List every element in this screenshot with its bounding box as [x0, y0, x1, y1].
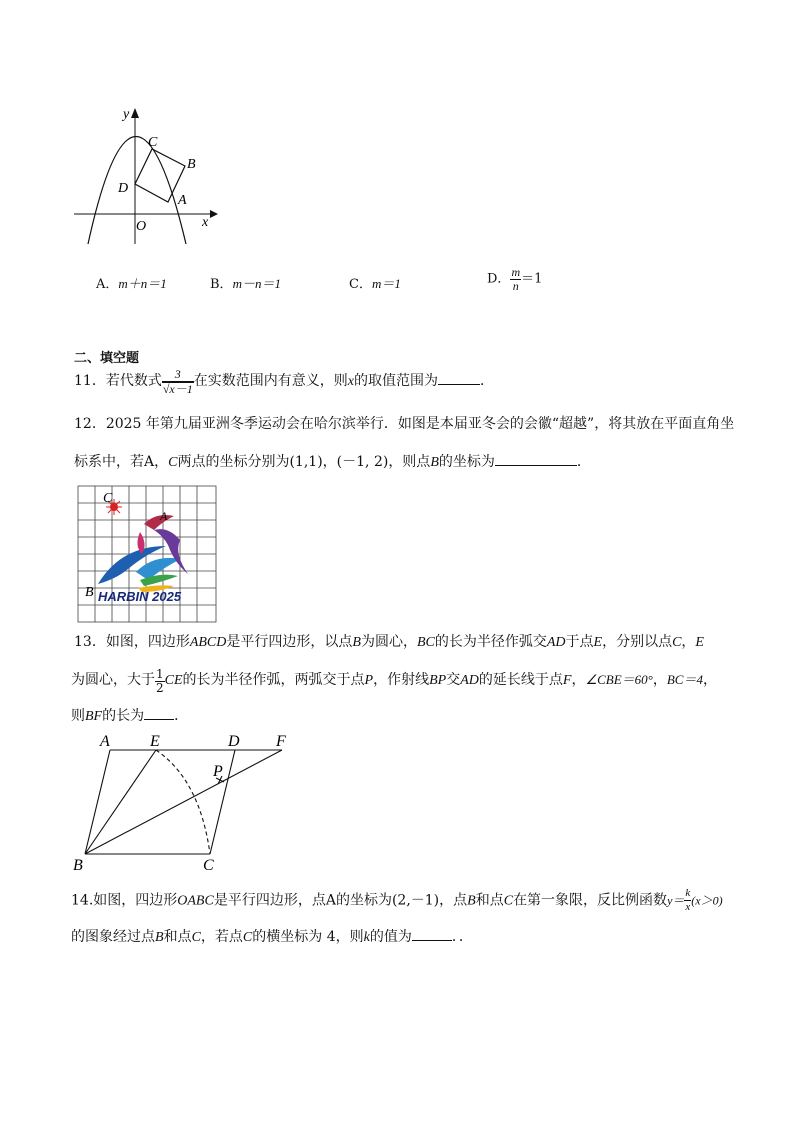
question-13-line-3: 则BF的长为 ．: [71, 705, 188, 727]
option-letter: C．: [349, 277, 372, 292]
fig10-label-a: A: [178, 193, 187, 208]
fig13-label-e: E: [150, 733, 160, 750]
fig10-label-y: y: [123, 107, 130, 122]
fig10-label-c: C: [148, 135, 158, 150]
fig13-label-d: D: [228, 733, 240, 750]
section-title: 二、填空题: [74, 351, 140, 366]
fig12-label-a: A: [160, 509, 168, 523]
fig13-label-a: A: [100, 733, 110, 750]
option-expression: m－n＝1: [232, 276, 281, 291]
q11-answer-blank[interactable]: [438, 370, 480, 385]
option-rhs: ＝1: [521, 271, 543, 287]
question-12-line-2: 标系中，若A，C两点的坐标分别为(1,1)，(－1, 2)，则点B的坐标为 ．: [74, 451, 591, 473]
q13-fraction: $\frac{1}{2}$: [156, 667, 164, 695]
question-14-line-2: 的图象经过点B和点C，若点C的横坐标为 4，则k的值为 ．．: [71, 926, 473, 948]
fig12-logo-text: HARBIN 2025: [98, 589, 182, 604]
fig10-label-b: B: [187, 157, 196, 172]
q11-fraction: $\frac{3}{√x-1}$: [162, 367, 193, 396]
q14-answer-blank[interactable]: [412, 926, 452, 941]
q10-option-c[interactable]: [349, 274, 401, 295]
fig10-label-o: O: [136, 219, 147, 234]
option-letter: B．: [210, 277, 233, 292]
question-12-line-1: 12．2025 年第九届亚洲冬季运动会在哈尔滨举行．如图是本届亚冬会的会徽“超越”，将其放在平面直角坐: [74, 416, 735, 432]
question-11: 11．若代数式 $\frac{3}{√x-1}$ 在实数范围内有意义，则x的取值范围为 ．: [74, 367, 494, 396]
option-fraction: $\frac{m}{n}$: [511, 265, 521, 293]
parabola-square-figure: [68, 104, 218, 249]
option-expression: m＋n＝1: [118, 276, 167, 291]
q13-answer-blank[interactable]: [144, 705, 174, 720]
q10-option-d[interactable]: [487, 266, 542, 293]
q14-fraction: $\frac{k}{x}$: [685, 887, 691, 913]
question-13-line-1: 13．如图，四边形ABCD是平行四边形，以点B为圆心，BC的长为半径作弧交AD于点E，分别以点C，E: [74, 634, 704, 650]
parallelogram-figure: [70, 730, 300, 872]
q10-option-a[interactable]: [96, 274, 167, 295]
fig13-label-p: P: [213, 763, 223, 780]
q12-answer-blank[interactable]: [495, 451, 577, 466]
fig13-label-b: B: [73, 857, 83, 872]
q10-option-b[interactable]: [210, 274, 281, 295]
fig12-label-c: C: [103, 491, 113, 506]
option-letter: A．: [96, 277, 119, 292]
question-14-line-1: 14.如图，四边形OABC是平行四边形，点A的坐标为(2,－1)，点B和点C在第一象限，反比例函数y＝ $\frac{k}{x}$ (x＞0): [71, 887, 723, 913]
fig13-label-c: C: [203, 857, 214, 872]
fig10-label-x: x: [202, 215, 209, 230]
option-expression: m＝1: [371, 276, 401, 291]
fig13-label-f: F: [276, 733, 286, 750]
option-letter: D．: [487, 271, 511, 287]
fig10-label-d: D: [118, 181, 129, 196]
harbin-logo-grid-figure: [76, 484, 218, 624]
question-13-line-2: 为圆心，大于 $\frac{1}{2}$ CE的长为半径作弧，两弧交于点P，作射线BP交AD的延长线于点F，∠CBE＝60°，BC＝4，: [71, 667, 717, 695]
fig12-label-b: B: [85, 585, 94, 600]
